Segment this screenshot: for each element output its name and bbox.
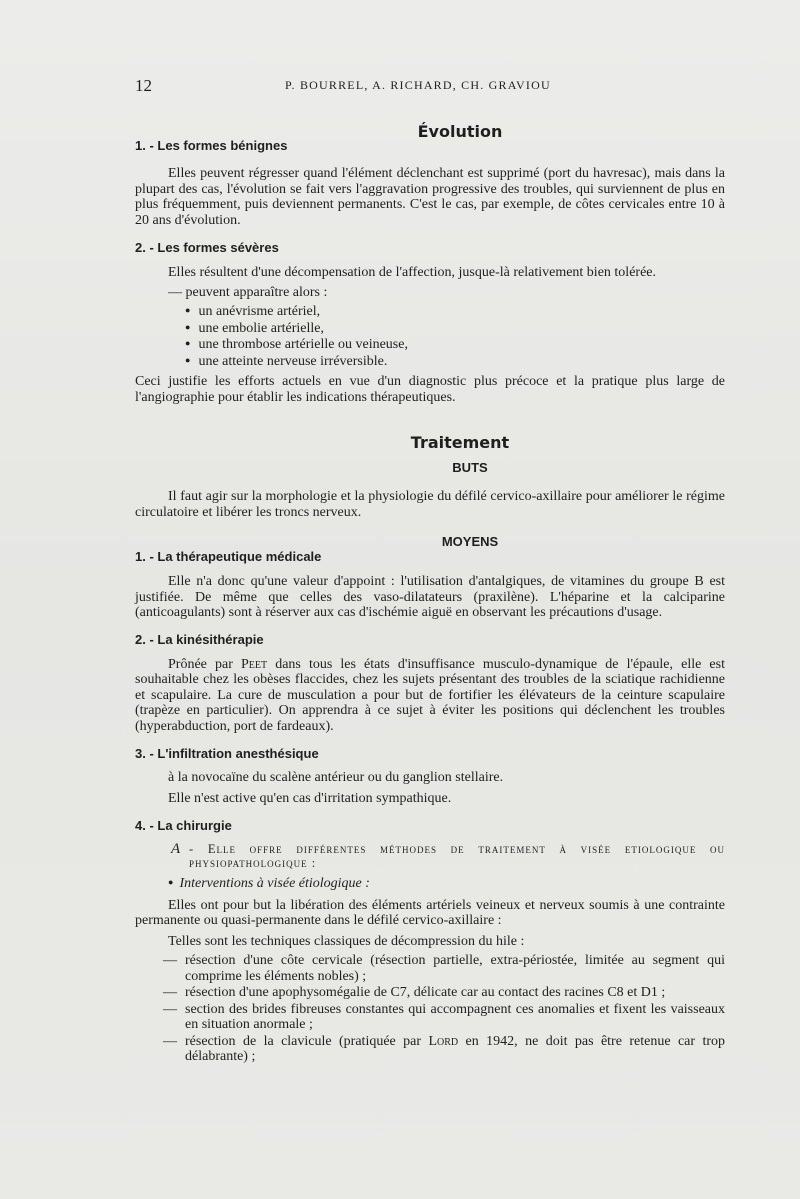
subsection-letter-a: A	[171, 841, 181, 857]
author-lord: Lord	[428, 1033, 459, 1049]
list-item: ● une thrombose artérielle ou veineuse,	[185, 337, 725, 354]
list-item: — résection de la clavicule (pratiquée par Lord en 1942, ne doit pas être retenue car trop délabrante) ;	[165, 1034, 725, 1065]
paragraph-therapeutique: Elle n'a donc qu'une valeur d'appoint : l'utilisation d'antalgiques, de vitamines du groupe B est justifiée. De même que celles des vaso-dilatateurs (praxilène). L'héparine et la calciparine (anticoagulants) sont à réserver aux cas d'ischémie aiguë en observant les précautions d'usage.	[135, 574, 725, 620]
list-item: ● une atteinte nerveuse irréversible.	[185, 354, 725, 371]
subheading-moyens: MOYENS	[441, 534, 499, 549]
heading-chirurgie: 4. - La chirurgie	[135, 818, 232, 833]
paragraph-formes-benignes: Elles peuvent régresser quand l'élément déclenchant est supprimé (port du havresac), mais dans la plupart des cas, l'évolution se fait vers l'aggravation progressive des troubles, qui surviennent de plus en plus fréquemment, puis deviennent permanents. C'est le cas, par exemple, de côtes cervicales entre 10 à 20 ans d'évolution.	[135, 166, 725, 228]
running-header	[135, 72, 725, 98]
paragraph-liberation: Elles ont pour but la libération des éléments artériels veineux et nerveux soumis à une contrainte permanente ou quasi-permanente dans le défilé cervico-axillaire :	[135, 897, 725, 928]
list-item: ● un anévrisme artériel,	[185, 304, 725, 321]
heading-formes-severes: 2. - Les formes sévères	[135, 240, 279, 255]
heading-therapeutique-medicale: 1. - La thérapeutique médicale	[135, 549, 322, 564]
subheading-buts: BUTS	[452, 460, 488, 475]
page-content	[135, 72, 725, 1066]
section-title-evolution: Évolution	[417, 122, 503, 141]
list-item: — résection d'une côte cervicale (résection partielle, extra-périostée, limitée au segment qui comprime les éléments nobles) ;	[165, 953, 725, 984]
paragraph-buts: Il faut agir sur la morphologie et la physiologie du défilé cervico-axillaire pour améliorer le régime circulatoire et libérer les troncs nerveux.	[135, 489, 725, 520]
subsection-a-text: - Elle offre différentes méthodes de traitement à visée etiologique ou physiopathologique :	[189, 842, 725, 870]
heading-infiltration: 3. - L'infiltration anesthésique	[135, 746, 319, 761]
subsection-a	[135, 842, 725, 870]
italic-heading-etiologique: ● Interventions à visée étiologique :	[168, 876, 370, 891]
list-item: — résection d'une apophysomégalie de C7, délicate car au contact des racines C8 et D1 ;	[165, 985, 725, 1001]
paragraph-techniques: Telles sont les techniques classiques de décompression du hile :	[168, 933, 525, 949]
paragraph-kinesitherapie: Prônée par Peet dans tous les états d'insuffisance musculo-dynamique de l'épaule, elle est souhaitable chez les obèses flaccides, chez les sujets présentant des troubles de la sciatique rachidienne et scapulaire. La cure de musculation a pour but de fortifier les élévateurs de la ceinture scapulaire (trapèze en particulier). On apprendra à ce sujet à éviter les positions qui déclenchent les troubles (hyperabduction, port de fardeaux).	[135, 656, 725, 734]
list-item: ● une embolie artérielle,	[185, 321, 725, 338]
paragraph-novocaine: à la novocaïne du scalène antérieur ou du ganglion stellaire.	[168, 770, 504, 785]
header-authors: P. BOURREL, A. RICHARD, CH. GRAVIOU	[285, 78, 551, 92]
author-peet: Peet	[240, 656, 268, 672]
techniques-list	[135, 953, 725, 1065]
heading-formes-benignes: 1. - Les formes bénignes	[135, 138, 288, 153]
complications-list	[135, 304, 725, 370]
heading-kinesitherapie: 2. - La kinésithérapie	[135, 631, 264, 647]
page-number: 12	[135, 76, 152, 95]
paragraph-decompensation: Elles résultent d'une décompensation de l'affection, jusque-là relativement bien tolérée.	[168, 265, 656, 280]
list-item: — section des brides fibreuses constantes qui accompagnent ces anomalies et fixent les vaisseaux en situation anormale ;	[165, 1002, 725, 1033]
paragraph-angiographie: Ceci justifie les efforts actuels en vue d'un diagnostic plus précoce et la pratique plus large de l'angiographie pour établir les indications thérapeutiques.	[135, 374, 725, 405]
paragraph-sympathique: Elle n'est active qu'en cas d'irritation sympathique.	[168, 790, 452, 806]
paragraph-apparaitre: — peuvent apparaître alors :	[168, 284, 328, 300]
section-title-traitement: Traitement	[410, 433, 510, 452]
